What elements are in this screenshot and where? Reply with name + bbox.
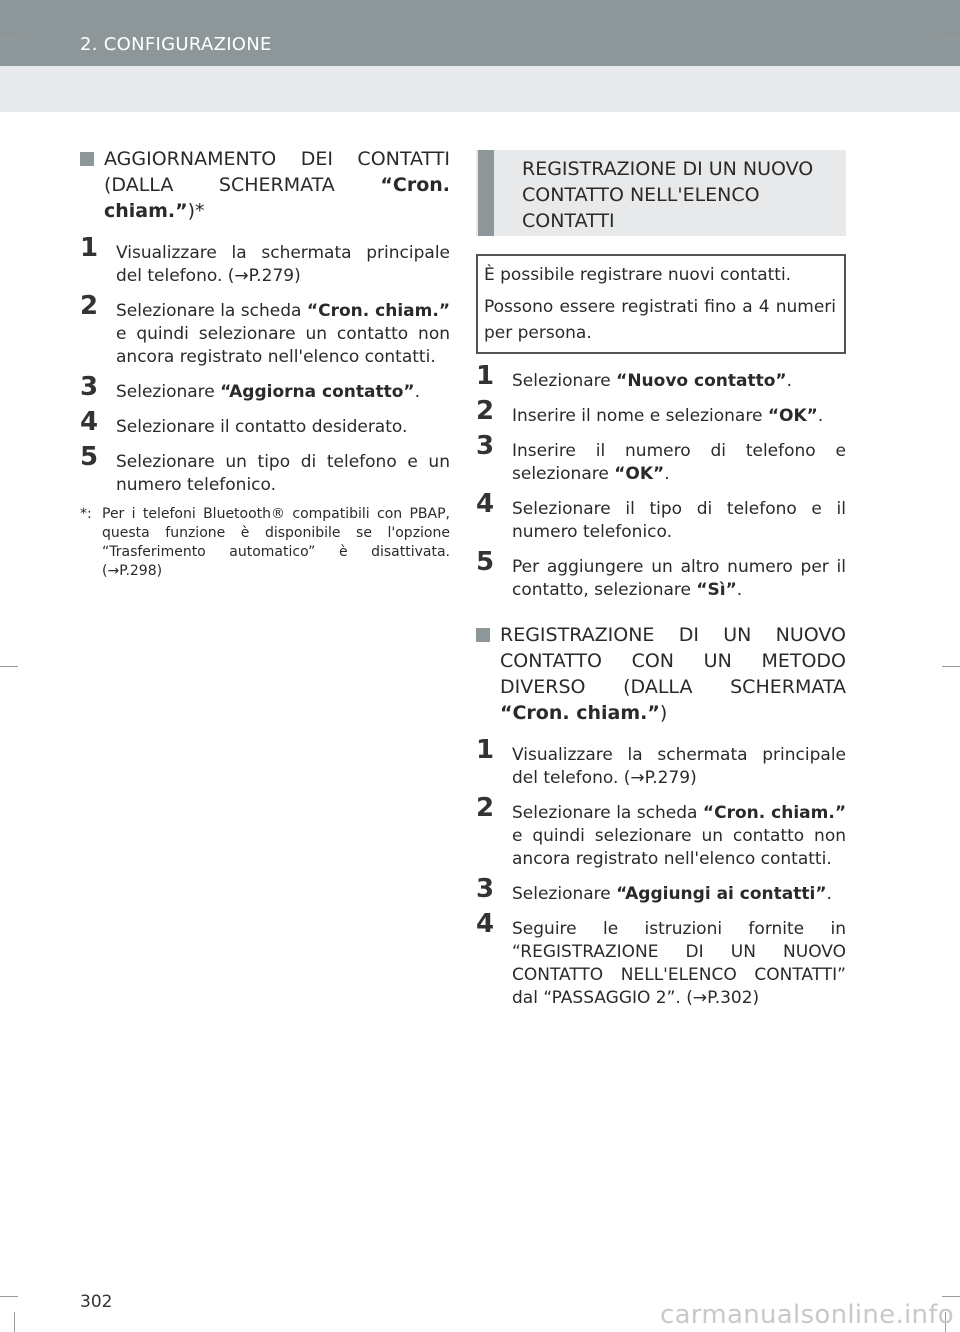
step-item: 3 Inserire il numero di telefono e selezionare “OK”. — [476, 431, 846, 484]
step-number: 2 — [476, 793, 495, 823]
section-heading-other-method: REGISTRAZIONE DI UN NUOVO CONTATTO CON UN METODO DIVERSO (DALLA SCHERMATA “Cron. chiam.”) — [476, 622, 846, 726]
info-box — [476, 254, 846, 354]
header-bar — [0, 0, 960, 66]
crop-mark — [942, 666, 960, 667]
step-number: 5 — [476, 547, 495, 577]
step-number: 4 — [80, 407, 99, 437]
step-item: 4 Selezionare il tipo di telefono e il numero telefonico. — [476, 489, 846, 542]
step-item: 2 Selezionare la scheda “Cron. chiam.” e quindi selezionare un contatto non ancora registrato nell'elenco contatti. — [80, 291, 450, 367]
square-bullet-icon — [80, 152, 94, 166]
crop-mark — [942, 1296, 960, 1297]
square-bullet-icon — [476, 628, 490, 642]
step-item: 5 Selezionare un tipo di telefono e un numero telefonico. — [80, 442, 450, 495]
step-number: 2 — [476, 396, 495, 426]
step-number: 4 — [476, 489, 495, 519]
step-number: 1 — [80, 233, 99, 263]
step-item: 1 Selezionare “Nuovo contatto”. — [476, 361, 792, 391]
crop-mark — [14, 1312, 15, 1332]
page-number: 302 — [80, 1292, 113, 1312]
section-title: 2. CONFIGURAZIONE — [80, 34, 272, 55]
step-item: 1 Visualizzare la schermata principale del telefono. (→P.279) — [80, 233, 450, 286]
title-accent-bar — [478, 150, 494, 236]
step-number: 3 — [80, 372, 99, 402]
step-item: 3 Selezionare “Aggiungi ai contatti”. — [476, 874, 832, 904]
step-item: 2 Inserire il nome e selezionare “OK”. — [476, 396, 824, 426]
crop-mark — [942, 38, 960, 39]
footnote: *: Per i telefoni Bluetooth® compatibili con PBAP, questa funzione è disponibile se l'opzione “Trasferimento automatico” è disattivata. (→P.298) — [80, 506, 450, 579]
step-item: 4 Selezionare il contatto desiderato. — [80, 407, 408, 437]
left-column — [80, 146, 450, 581]
section-title-box: REGISTRAZIONE DI UN NUOVO CONTATTO NELL'ELENCO CONTATTI — [476, 150, 846, 236]
step-number: 3 — [476, 874, 495, 904]
step-item: 4 Seguire le istruzioni fornite in “REGISTRAZIONE DI UN NUOVO CONTATTO NELL'ELENCO CONTATTI” dal “PASSAGGIO 2”. (→P.302) — [476, 909, 846, 1008]
header-subbar — [0, 66, 960, 112]
step-item: 5 Per aggiungere un altro numero per il contatto, selezionare “Sì”. — [476, 547, 846, 600]
step-number: 1 — [476, 361, 495, 391]
step-item: 3 Selezionare “Aggiorna contatto”. — [80, 372, 420, 402]
crop-mark — [0, 666, 18, 667]
step-number: 4 — [476, 909, 495, 939]
section-heading-update-contacts: AGGIORNAMENTO DEI CONTATTI (DALLA SCHERMATA “Cron. chiam.”)* — [80, 146, 450, 224]
crop-mark — [0, 1296, 18, 1297]
step-number: 1 — [476, 735, 495, 765]
info-line: È possibile registrare nuovi contatti. — [484, 265, 792, 285]
step-number: 5 — [80, 442, 99, 472]
step-number: 3 — [476, 431, 495, 461]
crop-mark — [0, 38, 18, 39]
step-number: 2 — [80, 291, 99, 321]
step-item: 2 Selezionare la scheda “Cron. chiam.” e quindi selezionare un contatto non ancora registrato nell'elenco contatti. — [476, 793, 846, 869]
step-item: 1 Visualizzare la schermata principale del telefono. (→P.279) — [476, 735, 846, 788]
info-line: Possono essere registrati fino a 4 numeri per persona. — [484, 297, 836, 343]
right-column — [476, 150, 846, 1010]
watermark: carmanualsonline.info — [659, 1300, 954, 1330]
